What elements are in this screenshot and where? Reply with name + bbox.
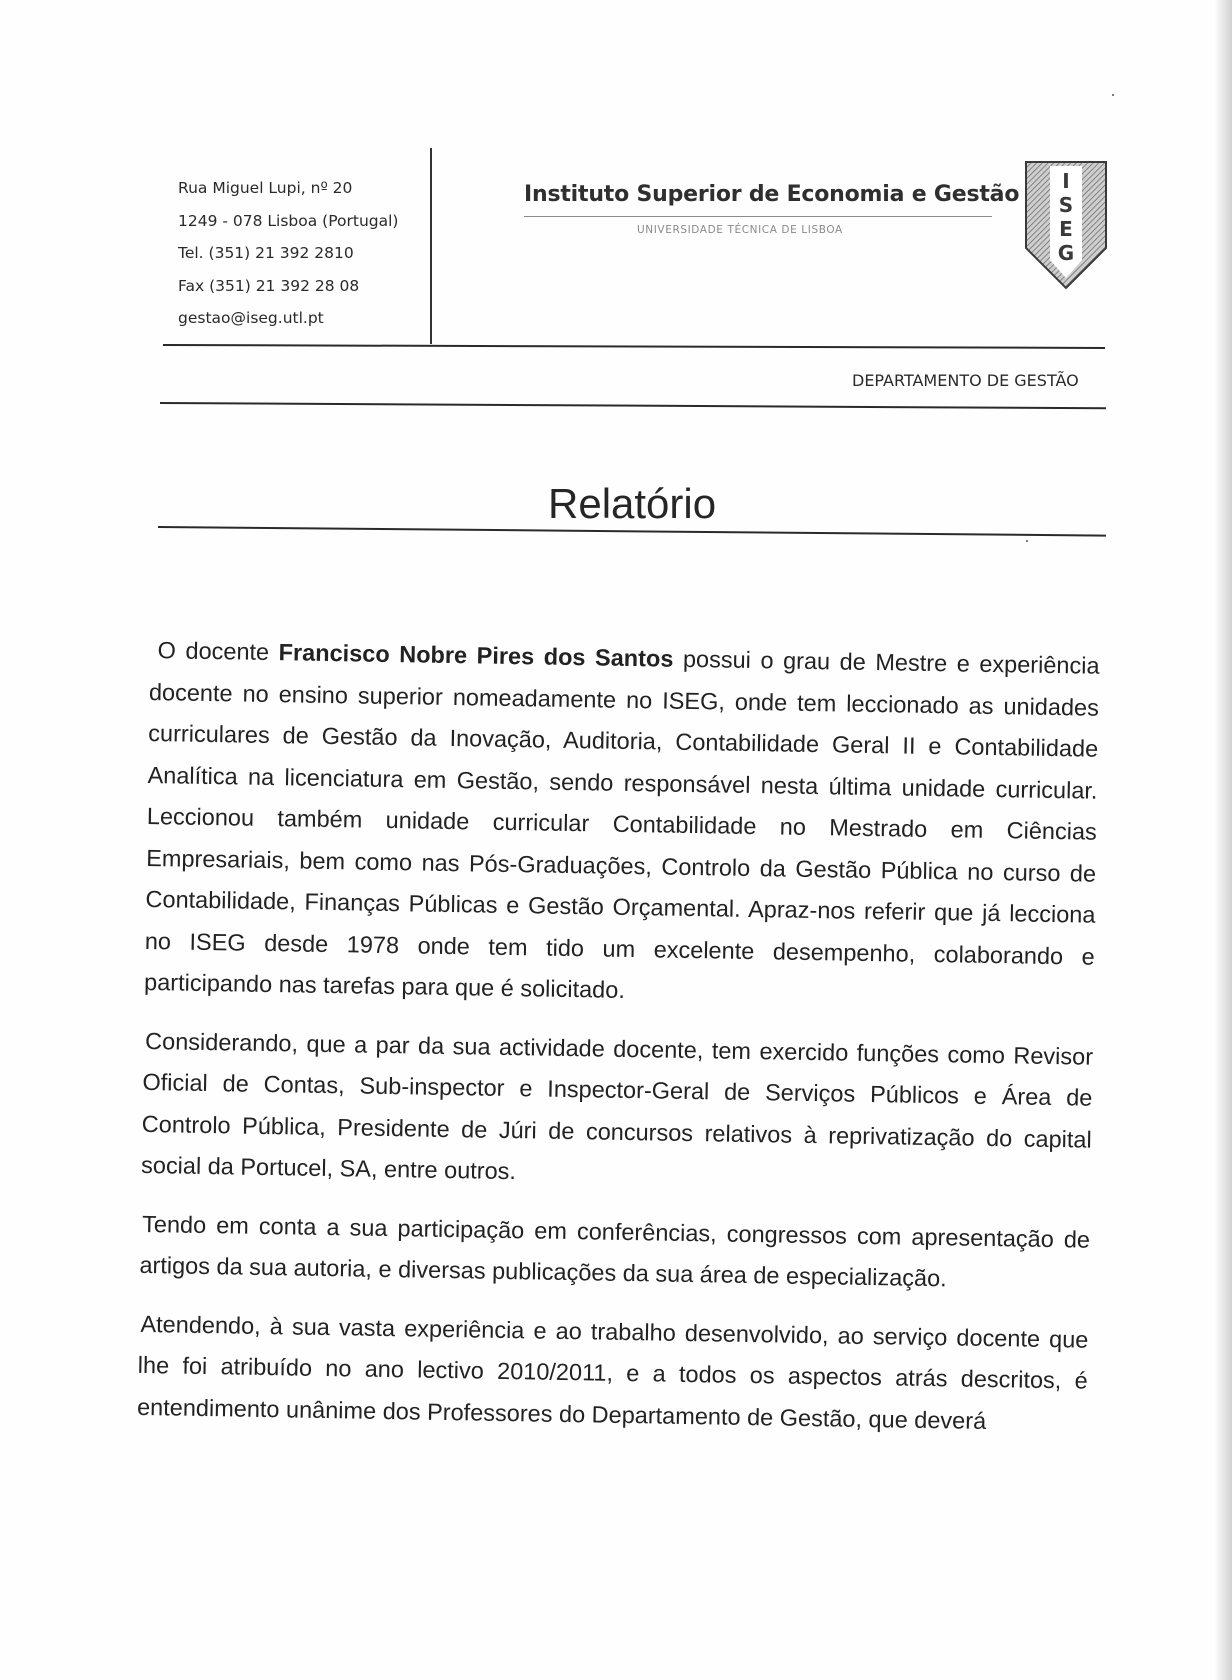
institution-name-underline xyxy=(524,216,992,217)
address-fax: Fax (351) 21 392 28 08 xyxy=(178,276,360,295)
body-paragraph-4: Atendendo, à sua vasta experiência e ao trabalho desenvolvido, ao serviço docente que lhe foi atribuído no ano lectivo 2010/2011, e a todos os aspectos atrás descritos, é entendimento unânime dos Professores do Departamento de Gestão, que deverá xyxy=(136,1310,1089,1434)
scan-edge-shadow xyxy=(1214,0,1232,1680)
document-title: Relatório xyxy=(548,480,717,527)
body-paragraph-2: Considerando, que a par da sua actividade docente, tem exercido funções como Revisor Oficial de Contas, Sub-inspector e Inspector-Geral de Serviços Públicos e Área de Controlo Pública, Presidente de Júri de concursos relativos à reprivatização do capital social da Portucel, SA, entre outros. xyxy=(140,1027,1094,1185)
iseg-shield-logo xyxy=(1022,160,1110,292)
address-street: Rua Miguel Lupi, nº 20 xyxy=(178,179,353,197)
scan-speck xyxy=(1112,94,1114,96)
paragraph-1-rest: possui o grau de Mestre e experiência docente no ensino superior nomeadamente no ISEG, onde tem leccionado as unidades curriculares de Gestão da Inovação, Auditoria, Contabilidade Geral II e Contabilidade Analítica na licenciatura em Gestão, sendo responsável nesta última unidade curricular. Leccionou também unidade curricular Contabilidade no Mestrado em Ciências Empresariais, bem como nas Pós-Graduações, Controlo da Gestão Pública no curso de Contabilidade, Finanças Públicas e Gestão Orçamental. Apraz-nos referir que já lecciona no ISEG desde 1978 onde tem tido um excelente desempenho, colaborando e participando nas tarefas para que é solicitado. xyxy=(143,645,1100,1003)
logo-letter-e: E xyxy=(1059,217,1073,241)
paragraph-1-start: O docente xyxy=(157,637,279,666)
logo-letter-g: G xyxy=(1057,241,1075,265)
address-city: 1249 - 078 Lisboa (Portugal) xyxy=(178,211,399,230)
institution-name: Instituto Superior de Economia e Gestão xyxy=(524,182,1020,207)
university-name: UNIVERSIDADE TÉCNICA DE LISBOA xyxy=(637,224,843,236)
logo-letter-s: S xyxy=(1058,193,1074,217)
address-phone: Tel. (351) 21 392 2810 xyxy=(178,244,354,262)
body-paragraph-3: Tendo em conta a sua participação em conferências, congressos com apresentação de artigos da sua autoria, e diversas publicações da sua área de especialização. xyxy=(139,1210,1091,1292)
department-name: DEPARTAMENTO DE GESTÃO xyxy=(852,371,1079,390)
institution-address xyxy=(178,172,428,335)
address-email: gestao@iseg.utl.pt xyxy=(178,309,324,327)
document-body xyxy=(136,630,1099,1461)
header-rule-top xyxy=(163,344,1105,348)
header-vertical-divider xyxy=(430,148,432,344)
docent-name: Francisco Nobre Pires dos Santos xyxy=(278,639,674,672)
body-paragraph-1 xyxy=(144,630,1100,1019)
logo-letter-i: I xyxy=(1062,169,1070,193)
header-rule-bottom xyxy=(160,402,1106,409)
scan-speck xyxy=(1026,540,1028,542)
